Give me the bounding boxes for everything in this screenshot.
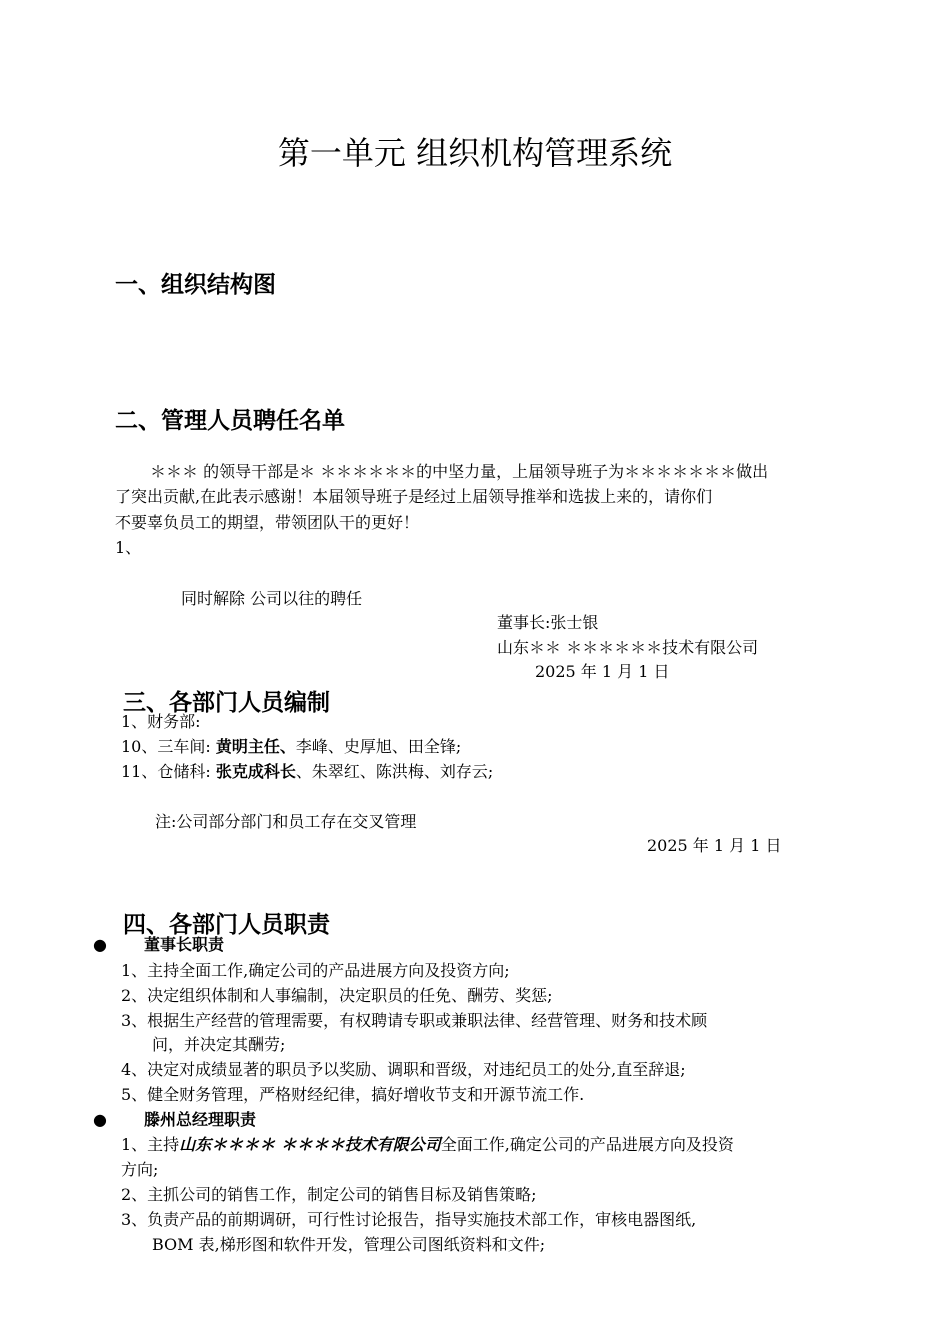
revoke-note: 同时解除 公司以往的聘任 [181,589,363,608]
chairman-duty-item-cont: 问，并决定其酬劳; [152,1035,286,1054]
section-heading-staffing: 三、各部门人员编制 [123,690,330,716]
cross-management-note: 注:公司部分部门和员工存在交叉管理 [155,812,417,831]
dept-workshop-3 [121,735,461,759]
intro-line-3: 不要辜负员工的期望，带领团队干的更好！ [115,513,420,532]
bullet-icon: ● [93,935,107,954]
company-name: 山东＊＊ ＊＊＊＊＊＊技术有限公司 [497,638,759,657]
section-heading-org-chart: 一、组织结构图 [115,272,276,298]
dept-workshop-3-members: 李峰、史厚旭、田全锋; [295,737,462,756]
dept-workshop-3-prefix: 10、三车间: [121,737,216,756]
chairman-duty-item: 1、主持全面工作,确定公司的产品进展方向及投资方向; [121,961,510,980]
chairman-duty-item: 5、健全财务管理，严格财经纪律，搞好增收节支和开源节流工作. [121,1085,585,1104]
appointment-date: 2025 年 1 月 1 日 [535,662,670,681]
appointment-item-1: 1、 [115,538,142,557]
gm-duties-heading: 滕州总经理职责 [144,1110,257,1129]
dept-warehouse-lead: 张克成科长 [215,762,296,781]
gm-duty-item-1 [121,1133,734,1157]
gm-duty-item-1-cont: 方向; [121,1160,159,1179]
signer: 董事长:张士银 [497,613,599,632]
gm-duty-item-2: 2、主抓公司的销售工作，制定公司的销售目标及销售策略; [121,1185,537,1204]
gm-duty-item-3: 3、负责产品的前期调研，可行性讨论报告，指导实施技术部工作，审核电器图纸, [121,1210,697,1229]
dept-workshop-3-lead: 黄明主任、 [215,737,296,756]
bullet-icon: ● [93,1110,107,1129]
staffing-date: 2025 年 1 月 1 日 [647,836,782,855]
page-title: 第一单元 组织机构管理系统 [277,134,673,172]
dept-warehouse-prefix: 11、仓储科: [121,762,216,781]
section-heading-appointments: 二、管理人员聘任名单 [115,408,345,434]
gm-duty-item-1-prefix: 1、主持 [121,1135,180,1154]
dept-warehouse [121,760,493,784]
dept-warehouse-members: 、朱翠红、陈洪梅、刘存云; [295,762,494,781]
dept-finance: 1、财务部: [121,712,201,731]
gm-duty-item-1-company: 山东＊＊＊＊ ＊＊＊＊技术有限公司 [179,1135,441,1154]
chairman-duty-item: 3、根据生产经营的管理需要，有权聘请专职或兼职法律、经营管理、财务和技术顾 [121,1011,708,1030]
section-heading-duties: 四、各部门人员职责 [123,912,330,938]
gm-duty-item-1-rest: 全面工作,确定公司的产品进展方向及投资 [440,1135,734,1154]
intro-line-2: 了突出贡献,在此表示感谢！本届领导班子是经过上届领导推举和选拔上来的，请你们 [115,487,713,506]
gm-duty-item-3-cont: BOM 表,梯形图和软件开发，管理公司图纸资料和文件; [152,1235,546,1254]
chairman-duty-item: 2、决定组织体制和人事编制，决定职员的任免、酬劳、奖惩; [121,986,553,1005]
intro-line-1: ＊＊＊ 的领导干部是＊ ＊＊＊＊＊＊的中坚力量，上届领导班子为＊＊＊＊＊＊＊做出 [150,462,769,481]
chairman-duties-heading: 董事长职责 [144,935,225,954]
chairman-duty-item: 4、决定对成绩显著的职员予以奖励、调职和晋级，对违纪员工的处分,直至辞退; [121,1060,686,1079]
